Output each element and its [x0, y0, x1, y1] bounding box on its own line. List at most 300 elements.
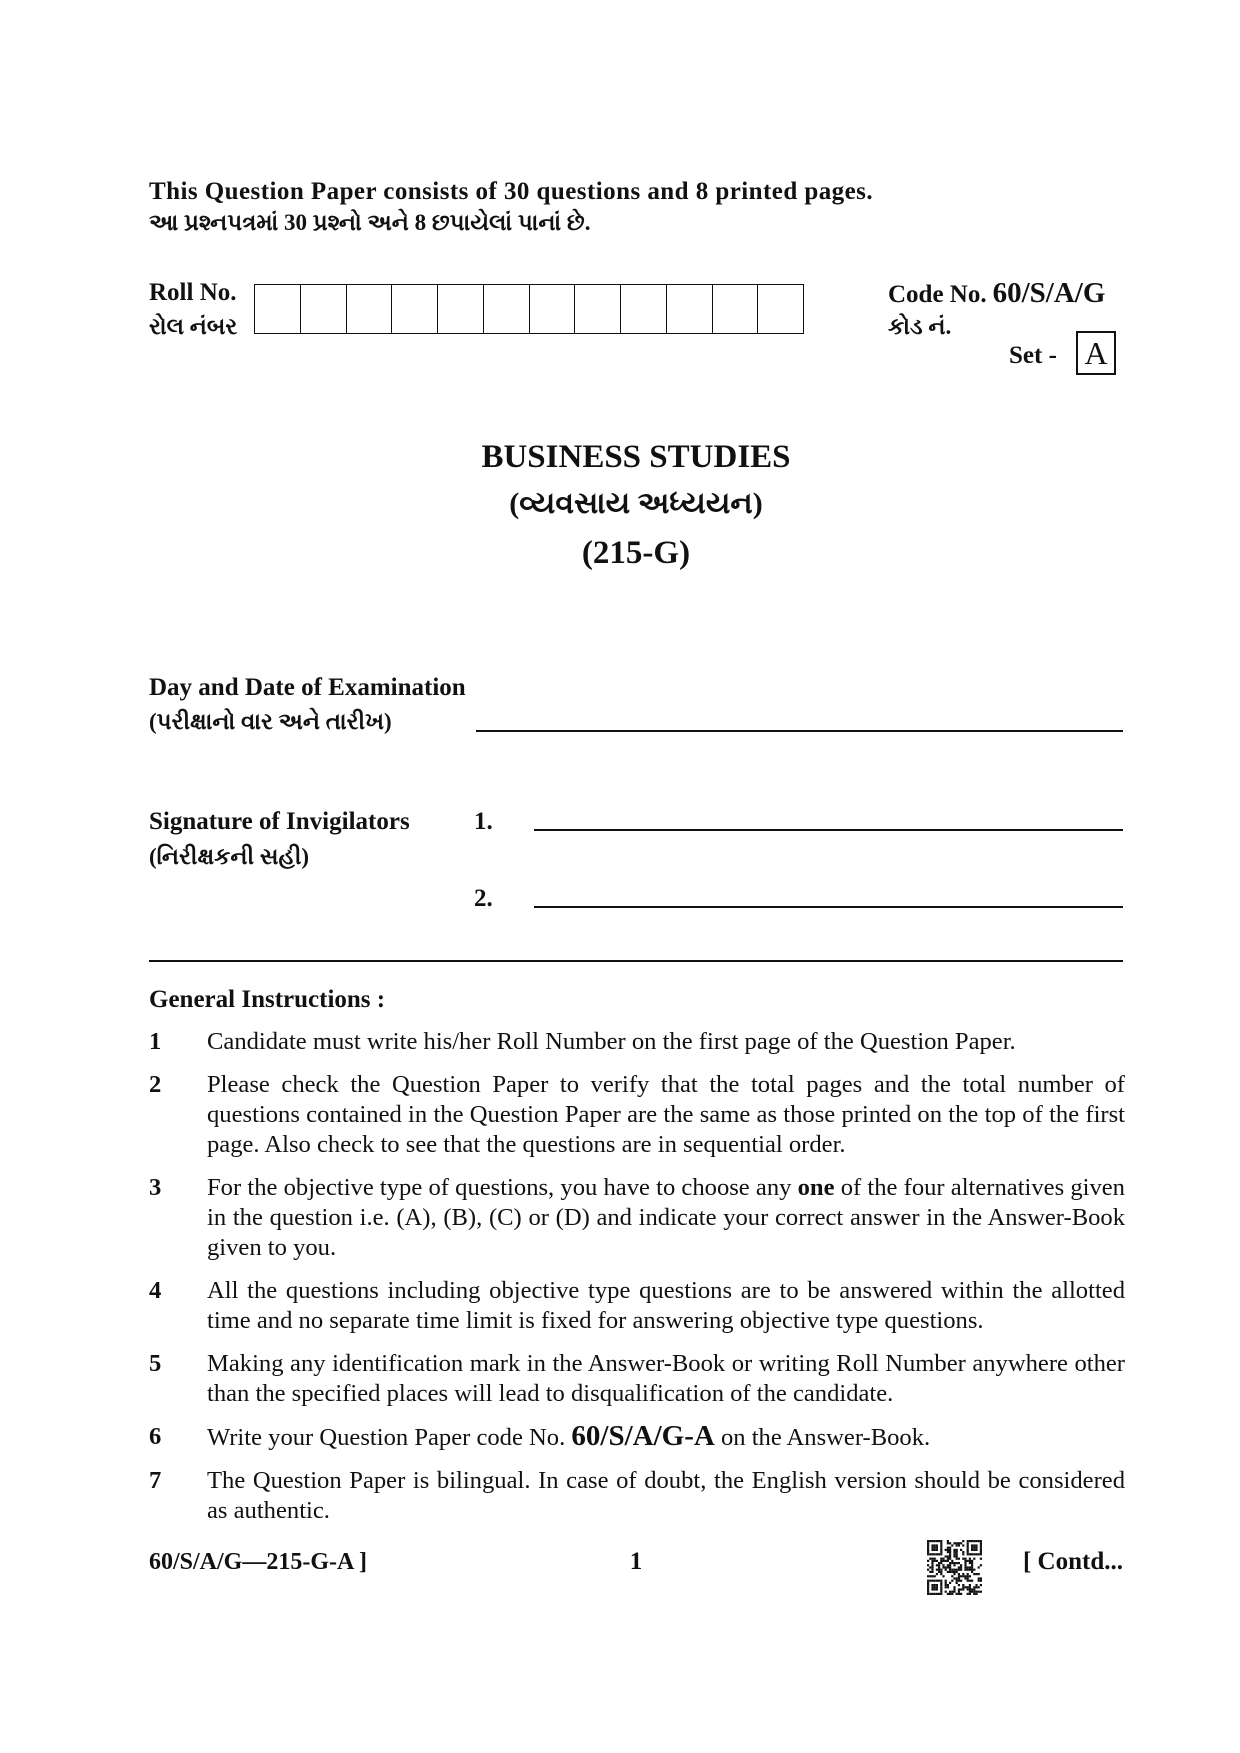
qr-module	[934, 1560, 936, 1562]
instruction-text: Please check the Question Paper to verify that the total pages and the total number of questions contained in the Question Paper are the same as those printed on the top of the first page. Also check to see that the questions are in sequential order.	[207, 1071, 1125, 1158]
qr-module	[969, 1575, 971, 1577]
qr-module	[936, 1549, 938, 1551]
qr-module	[940, 1593, 942, 1595]
qr-module	[947, 1542, 949, 1544]
qr-module	[975, 1593, 977, 1595]
qr-module	[947, 1551, 949, 1553]
qr-module	[980, 1591, 982, 1593]
qr-module	[938, 1540, 940, 1542]
qr-module	[958, 1593, 960, 1595]
qr-module	[969, 1591, 971, 1593]
exam-date-label-gujarati: (પરીક્ષાનો વાર અને તારીખ)	[149, 709, 392, 734]
instruction-number: 1	[149, 1028, 162, 1055]
qr-module	[927, 1540, 929, 1542]
qr-module	[927, 1553, 929, 1555]
qr-module	[960, 1566, 962, 1568]
qr-module	[931, 1588, 933, 1590]
qr-module	[931, 1575, 933, 1577]
qr-module	[969, 1553, 971, 1555]
qr-module	[929, 1593, 931, 1595]
qr-module	[949, 1564, 951, 1566]
qr-module	[962, 1551, 964, 1553]
qr-module	[931, 1566, 933, 1568]
qr-module	[927, 1593, 929, 1595]
qr-module	[971, 1571, 973, 1573]
qr-module	[951, 1591, 953, 1593]
qr-module	[951, 1575, 953, 1577]
qr-module	[967, 1575, 969, 1577]
qr-module	[958, 1584, 960, 1586]
qr-module	[945, 1569, 947, 1571]
qr-module	[927, 1551, 929, 1553]
qr-module	[956, 1562, 958, 1564]
qr-module	[927, 1560, 929, 1562]
qr-module	[971, 1540, 973, 1542]
qr-module	[931, 1540, 933, 1542]
qr-module	[980, 1553, 982, 1555]
qr-module	[953, 1586, 955, 1588]
roll-number-box	[391, 285, 437, 333]
qr-module	[980, 1580, 982, 1582]
qr-module	[958, 1558, 960, 1560]
exam-date-line	[476, 730, 1123, 732]
instruction-emphasis: one	[797, 1174, 835, 1201]
roll-number-box	[529, 285, 575, 333]
instruction-item	[149, 1276, 1125, 1336]
qr-module	[945, 1584, 947, 1586]
qr-module	[934, 1553, 936, 1555]
qr-module	[971, 1553, 973, 1555]
qr-module	[973, 1540, 975, 1542]
qr-module	[973, 1591, 975, 1593]
code-number	[888, 276, 1105, 315]
qr-module	[947, 1549, 949, 1551]
qr-module	[980, 1577, 982, 1579]
qr-module	[960, 1542, 962, 1544]
footer-paper-code: 60/S/A/G—215-G-A ]	[149, 1549, 368, 1575]
qr-module	[964, 1586, 966, 1588]
code-number-value: 60/S/A/G	[992, 277, 1106, 309]
qr-module	[971, 1544, 973, 1546]
qr-module	[951, 1580, 953, 1582]
qr-module	[971, 1560, 973, 1562]
qr-module	[973, 1586, 975, 1588]
subject-code: (215-G)	[581, 535, 691, 571]
qr-module	[973, 1547, 975, 1549]
qr-module	[927, 1544, 929, 1546]
qr-module	[958, 1588, 960, 1590]
qr-module	[934, 1549, 936, 1551]
code-number-label-gujarati: કોડ નં.	[888, 314, 952, 339]
qr-module	[967, 1588, 969, 1590]
qr-module	[964, 1560, 966, 1562]
qr-module	[980, 1547, 982, 1549]
qr-module	[980, 1540, 982, 1542]
qr-module	[936, 1544, 938, 1546]
qr-module	[962, 1544, 964, 1546]
qr-module	[980, 1542, 982, 1544]
qr-module	[967, 1547, 969, 1549]
qr-module	[956, 1551, 958, 1553]
qr-module	[967, 1586, 969, 1588]
qr-module	[947, 1584, 949, 1586]
qr-module	[934, 1558, 936, 1560]
instruction-text: All the questions including objective type questions are to be answered within the allotted time and no separate time limit is fixed for answering objective type questions.	[207, 1277, 1125, 1334]
instruction-text-part: For the objective type of questions, you have to choose any	[207, 1174, 798, 1201]
qr-module	[969, 1593, 971, 1595]
roll-number-box	[300, 285, 346, 333]
qr-module	[951, 1593, 953, 1595]
roll-number-label-gujarati: રોલ નંબર	[149, 314, 238, 339]
qr-module	[940, 1547, 942, 1549]
qr-module	[978, 1573, 980, 1575]
qr-module	[934, 1586, 936, 1588]
qr-module	[964, 1558, 966, 1560]
qr-module	[973, 1573, 975, 1575]
qr-module	[947, 1540, 949, 1542]
qr-module	[967, 1549, 969, 1551]
qr-module	[945, 1566, 947, 1568]
qr-module	[945, 1549, 947, 1551]
qr-module	[980, 1584, 982, 1586]
exam-date-label: Day and Date of Examination	[149, 674, 466, 701]
qr-module	[947, 1564, 949, 1566]
qr-module	[934, 1588, 936, 1590]
qr-module	[962, 1558, 964, 1560]
roll-number-box	[620, 285, 666, 333]
qr-module	[973, 1553, 975, 1555]
qr-module	[929, 1553, 931, 1555]
invigilator-signature-line-1	[534, 829, 1123, 831]
qr-module	[936, 1569, 938, 1571]
qr-module	[938, 1566, 940, 1568]
qr-module	[927, 1575, 929, 1577]
qr-module	[945, 1580, 947, 1582]
subject-title-gujarati: (વ્યવસાય અધ્યયન)	[509, 487, 763, 520]
qr-module	[938, 1571, 940, 1573]
instruction-number: 2	[149, 1071, 162, 1098]
qr-module	[956, 1571, 958, 1573]
qr-module	[934, 1544, 936, 1546]
qr-module	[964, 1575, 966, 1577]
qr-module	[931, 1558, 933, 1560]
qr-module	[945, 1555, 947, 1557]
qr-module	[953, 1573, 955, 1575]
qr-module	[940, 1549, 942, 1551]
qr-module	[964, 1564, 966, 1566]
qr-module	[978, 1553, 980, 1555]
qr-module	[936, 1553, 938, 1555]
qr-module	[934, 1584, 936, 1586]
instruction-text: The Question Paper is bilingual. In case of doubt, the English version should be considered as authentic.	[207, 1467, 1125, 1524]
qr-module	[971, 1566, 973, 1568]
qr-module	[967, 1553, 969, 1555]
roll-number-box	[255, 285, 300, 333]
qr-module	[975, 1553, 977, 1555]
roll-number-box	[437, 285, 483, 333]
qr-module	[969, 1588, 971, 1590]
qr-module	[951, 1562, 953, 1564]
qr-module	[975, 1584, 977, 1586]
qr-module	[942, 1560, 944, 1562]
qr-module	[938, 1593, 940, 1595]
invigilator-signature-label: Signature of Invigilators	[149, 808, 410, 835]
qr-module	[975, 1573, 977, 1575]
qr-module	[956, 1553, 958, 1555]
qr-module	[947, 1560, 949, 1562]
qr-module	[971, 1569, 973, 1571]
set-value-box: A	[1076, 331, 1116, 375]
qr-module	[934, 1575, 936, 1577]
subject-title: BUSINESS STUDIES	[481, 439, 791, 475]
instruction-number: 5	[149, 1350, 162, 1377]
qr-module	[931, 1549, 933, 1551]
qr-module	[964, 1577, 966, 1579]
invigilator-signature-label-gujarati: (નિરીક્ષકની સહી)	[149, 844, 310, 869]
instruction-number: 3	[149, 1174, 162, 1201]
qr-module	[949, 1551, 951, 1553]
qr-module	[967, 1542, 969, 1544]
qr-module	[936, 1584, 938, 1586]
qr-module	[940, 1540, 942, 1542]
roll-number-box	[666, 285, 712, 333]
qr-module	[936, 1593, 938, 1595]
roll-number-box	[712, 285, 758, 333]
qr-module	[978, 1540, 980, 1542]
answer-book-code: 60/S/A/G-A	[571, 1420, 715, 1452]
qr-module	[973, 1558, 975, 1560]
qr-module	[960, 1588, 962, 1590]
qr-module	[969, 1560, 971, 1562]
qr-module	[929, 1566, 931, 1568]
qr-module	[953, 1571, 955, 1573]
roll-number-box	[757, 285, 803, 333]
qr-module	[947, 1586, 949, 1588]
qr-module	[969, 1558, 971, 1560]
qr-module	[927, 1564, 929, 1566]
qr-module	[967, 1566, 969, 1568]
qr-module	[945, 1591, 947, 1593]
qr-module	[949, 1571, 951, 1573]
qr-module	[927, 1591, 929, 1593]
qr-module	[971, 1549, 973, 1551]
qr-module	[949, 1566, 951, 1568]
qr-module	[971, 1547, 973, 1549]
instruction-item	[149, 1349, 1125, 1409]
qr-module	[962, 1553, 964, 1555]
qr-module	[956, 1542, 958, 1544]
qr-module	[962, 1588, 964, 1590]
instruction-text	[207, 1422, 1125, 1453]
qr-module	[958, 1569, 960, 1571]
qr-module	[980, 1549, 982, 1551]
qr-module	[980, 1558, 982, 1560]
qr-module	[967, 1560, 969, 1562]
qr-module	[953, 1569, 955, 1571]
qr-module	[940, 1573, 942, 1575]
qr-module	[975, 1586, 977, 1588]
qr-module	[973, 1588, 975, 1590]
qr-module	[927, 1580, 929, 1582]
instruction-text	[207, 1173, 1125, 1263]
instruction-number: 7	[149, 1467, 162, 1494]
qr-module	[931, 1547, 933, 1549]
qr-module	[956, 1577, 958, 1579]
qr-module	[940, 1591, 942, 1593]
qr-module	[936, 1560, 938, 1562]
qr-module	[958, 1542, 960, 1544]
qr-module	[940, 1542, 942, 1544]
qr-module	[931, 1593, 933, 1595]
qr-module	[927, 1542, 929, 1544]
qr-module	[958, 1566, 960, 1568]
qr-module	[953, 1562, 955, 1564]
qr-module	[931, 1569, 933, 1571]
qr-module	[969, 1584, 971, 1586]
qr-module	[953, 1551, 955, 1553]
qr-module	[951, 1560, 953, 1562]
qr-module	[931, 1544, 933, 1546]
qr-module	[953, 1588, 955, 1590]
qr-module	[967, 1577, 969, 1579]
qr-module	[969, 1540, 971, 1542]
roll-number-box	[483, 285, 529, 333]
qr-module	[975, 1547, 977, 1549]
qr-module	[947, 1593, 949, 1595]
qr-module	[945, 1560, 947, 1562]
qr-module	[936, 1588, 938, 1590]
qr-module	[973, 1544, 975, 1546]
qr-module	[945, 1586, 947, 1588]
qr-module	[940, 1544, 942, 1546]
qr-module	[969, 1566, 971, 1568]
instruction-number: 4	[149, 1277, 162, 1304]
qr-module	[967, 1540, 969, 1542]
qr-module	[947, 1555, 949, 1557]
qr-module	[940, 1562, 942, 1564]
instruction-text-part: on the Answer-Book.	[714, 1424, 931, 1451]
qr-module	[949, 1562, 951, 1564]
roll-number-box	[346, 285, 392, 333]
instruction-number: 6	[149, 1423, 162, 1450]
qr-module	[969, 1586, 971, 1588]
qr-module	[938, 1569, 940, 1571]
qr-module	[956, 1558, 958, 1560]
instructions-list	[149, 1027, 1125, 1539]
qr-module	[949, 1549, 951, 1551]
qr-module	[967, 1551, 969, 1553]
invigilator-signature-line-2	[534, 906, 1123, 908]
qr-module	[973, 1593, 975, 1595]
paper-summary-note: This Question Paper consists of 30 questions and 8 printed pages.	[149, 178, 874, 205]
qr-module	[980, 1544, 982, 1546]
qr-module	[971, 1588, 973, 1590]
qr-module	[978, 1580, 980, 1582]
qr-module	[960, 1575, 962, 1577]
qr-module	[929, 1571, 931, 1573]
qr-module	[962, 1584, 964, 1586]
qr-module	[940, 1551, 942, 1553]
qr-module	[951, 1569, 953, 1571]
qr-module	[938, 1580, 940, 1582]
qr-module	[927, 1582, 929, 1584]
code-number-label: Code No.	[888, 281, 987, 308]
qr-module	[964, 1562, 966, 1564]
section-divider	[149, 960, 1123, 962]
qr-module	[934, 1580, 936, 1582]
qr-module	[953, 1591, 955, 1593]
qr-module	[949, 1593, 951, 1595]
qr-module	[956, 1569, 958, 1571]
instruction-item	[149, 1173, 1125, 1263]
qr-module	[962, 1540, 964, 1542]
qr-module	[953, 1577, 955, 1579]
instruction-text: Making any identification mark in the Answer-Book or writing Roll Number anywhere other than the specified places will lead to disqualification of the candidate.	[207, 1350, 1125, 1407]
invigilator-slot-1-label: 1.	[474, 808, 493, 835]
qr-module	[927, 1586, 929, 1588]
qr-module	[975, 1591, 977, 1593]
qr-module	[947, 1571, 949, 1573]
qr-module	[971, 1591, 973, 1593]
qr-module	[929, 1558, 931, 1560]
qr-module	[942, 1575, 944, 1577]
instructions-heading: General Instructions :	[149, 986, 386, 1013]
qr-module	[967, 1544, 969, 1546]
qr-module	[931, 1560, 933, 1562]
qr-module	[960, 1549, 962, 1551]
qr-module	[975, 1544, 977, 1546]
qr-module	[978, 1566, 980, 1568]
qr-module	[960, 1564, 962, 1566]
qr-module	[936, 1540, 938, 1542]
qr-module	[931, 1580, 933, 1582]
qr-module	[927, 1584, 929, 1586]
qr-module	[940, 1560, 942, 1562]
instruction-item	[149, 1466, 1125, 1526]
qr-module	[947, 1558, 949, 1560]
qr-module	[971, 1580, 973, 1582]
qr-module	[940, 1588, 942, 1590]
instruction-text-part: Write your Question Paper code No.	[207, 1424, 572, 1451]
paper-summary-note-gujarati: આ પ્રશ્નપત્રમાં 30 પ્રશ્નો અને 8 છપાયેલાં પાનાં છે.	[149, 210, 591, 235]
instruction-text-part: of the four alternatives given in the question i.e. (A), (B), (C) or (D) and indicate your correct answer in the Answer-Book given to you.	[207, 1174, 1125, 1261]
qr-module	[980, 1551, 982, 1553]
qr-module	[934, 1593, 936, 1595]
qr-module	[956, 1580, 958, 1582]
qr-module	[936, 1547, 938, 1549]
qr-module	[962, 1573, 964, 1575]
qr-module	[951, 1544, 953, 1546]
qr-module	[949, 1591, 951, 1593]
qr-module	[969, 1562, 971, 1564]
qr-module	[949, 1547, 951, 1549]
qr-module	[978, 1586, 980, 1588]
qr-module	[938, 1564, 940, 1566]
qr-module	[929, 1580, 931, 1582]
qr-module	[934, 1547, 936, 1549]
qr-module	[953, 1542, 955, 1544]
qr-module	[958, 1575, 960, 1577]
qr-module	[975, 1549, 977, 1551]
qr-module	[947, 1566, 949, 1568]
qr-module	[927, 1549, 929, 1551]
qr-module	[964, 1566, 966, 1568]
qr-module	[960, 1593, 962, 1595]
qr-module	[940, 1558, 942, 1560]
instruction-text: Candidate must write his/her Roll Number on the first page of the Question Paper.	[207, 1028, 1016, 1055]
qr-module	[956, 1549, 958, 1551]
qr-module	[942, 1566, 944, 1568]
